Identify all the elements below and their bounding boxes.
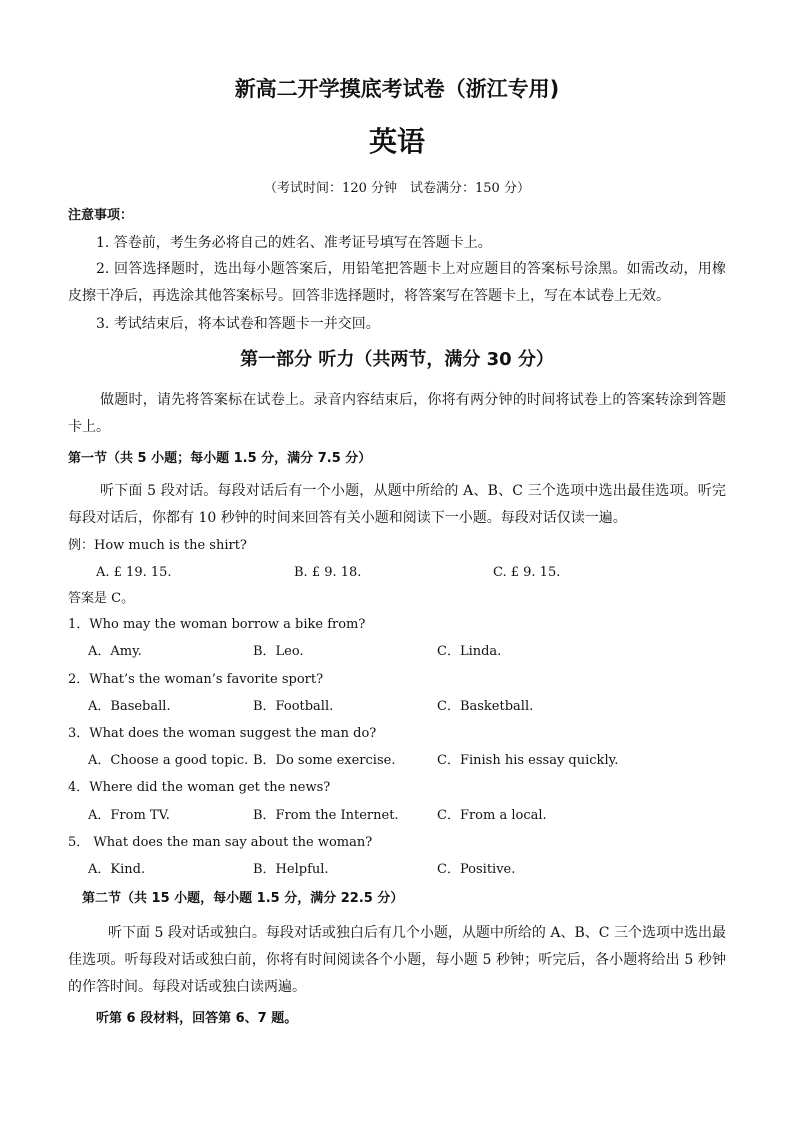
q3-option-b: B．Do some exercise. [253,753,396,768]
q2-option-a: A．Baseball. [88,699,171,714]
q5-option-a: A．Kind. [88,862,146,877]
example-answer: 答案是 C。 [68,591,135,606]
exam-title: 新高二开学摸底考试卷（浙江专用) [234,77,560,101]
q2-option-b: B．Football. [253,699,334,714]
q1-option-c: C．Linda. [437,644,502,659]
section2-heading: 第二节（共 15 小题，每小题 1.5 分，满分 22.5 分） [82,891,404,906]
question-3: 3．What does the woman suggest the man do? [68,726,377,741]
example-option-b: B. £ 9. 18. [294,565,362,580]
question-2: 2．What’s the woman’s favorite sport? [68,672,324,687]
q4-option-a: A．From TV. [88,808,170,823]
material-6-heading: 听第 6 段材料，回答第 6、7 题。 [96,1011,298,1026]
section1-heading: 第一节（共 5 小题；每小题 1.5 分，满分 7.5 分） [68,451,372,466]
exam-info: （考试时间：120 分钟 试卷满分：150 分） [264,181,530,196]
question-1: 1．Who may the woman borrow a bike from? [68,617,366,632]
q4-option-c: C．From a local. [437,808,547,823]
part1-title: 第一部分 听力（共两节，满分 30 分） [240,349,554,370]
section1-instructions: 听下面 5 段对话。每段对话后有一个小题，从题中所给的 A、B、C 三个选项中选出最佳选项。听完每段对话后，你都有 10 秒钟的时间来回答有关小题和阅读下一小题。每段对话仅读一遍。 [68,483,726,526]
q3-option-c: C．Finish his essay quickly. [437,753,619,768]
q5-option-b: B．Helpful. [253,862,329,877]
subject-title: 英语 [368,125,425,158]
section2-instructions: 听下面 5 段对话或独白。每段对话或独白后有几个小题，从题中所给的 A、B、C 三个选项中选出最佳选项。听每段对话或独白前，你将有时间阅读各个小题，每小题 5 秒钟；听完后，各小题将给出 5 秒钟的作答时间。每段对话或独白读两遍。 [68,925,726,995]
part1-intro: 做题时，请先将答案标在试卷上。录音内容结束后，你将有两分钟的时间将试卷上的答案转涂到答题卡上。 [68,392,726,435]
q1-option-b: B．Leo. [253,644,304,659]
q3-option-a: A．Choose a good topic. [88,753,249,768]
question-5: 5． What does the man say about the woman? [68,835,373,850]
notice-heading: 注意事项： [68,208,134,223]
question-4: 4．Where did the woman get the news? [68,780,331,795]
q5-option-c: C．Positive. [437,862,516,877]
notice-item-2: 2. 回答选择题时，选出每小题答案后，用铅笔把答题卡上对应题目的答案标号涂黑。如需改动，用橡皮擦干净后，再选涂其他答案标号。回答非选择题时，将答案写在答题卡上，写在本试卷上无效。 [68,261,726,304]
example-option-c: C. £ 9. 15. [493,565,561,580]
notice-item-1: 1. 答卷前，考生务必将自己的姓名、准考证号填写在答题卡上。 [96,235,492,251]
example-option-a: A. £ 19. 15. [96,565,172,580]
q1-option-a: A．Amy. [88,644,142,659]
example-question: 例：How much is the shirt? [68,538,247,553]
notice-item-3: 3. 考试结束后，将本试卷和答题卡一并交回。 [96,316,380,332]
q4-option-b: B．From the Internet. [253,808,399,823]
q2-option-c: C．Basketball. [437,699,534,714]
